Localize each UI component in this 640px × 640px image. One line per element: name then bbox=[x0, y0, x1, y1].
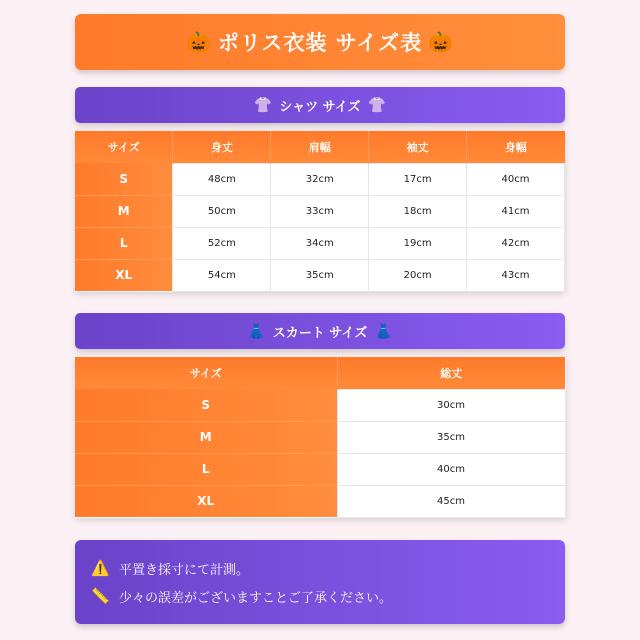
size-label: M bbox=[75, 195, 173, 227]
table-cell: 40cm bbox=[337, 453, 565, 485]
size-label: L bbox=[75, 453, 337, 485]
table-cell: 42cm bbox=[467, 227, 565, 259]
pumpkin-icon: 🎃 bbox=[428, 30, 455, 54]
shirt-section-title bbox=[75, 87, 565, 123]
size-label: XL bbox=[75, 485, 337, 517]
note-item bbox=[91, 554, 549, 582]
table-row bbox=[75, 453, 565, 485]
table-cell: 34cm bbox=[271, 227, 369, 259]
table-cell: 52cm bbox=[173, 227, 271, 259]
ruler-icon: 📏 bbox=[91, 587, 110, 605]
table-cell: 48cm bbox=[173, 163, 271, 195]
size-label: S bbox=[75, 389, 337, 421]
table-row bbox=[75, 259, 565, 291]
shirt-icon: 👚 bbox=[253, 96, 273, 114]
table-cell: 18cm bbox=[369, 195, 467, 227]
shirt-section-title-text: シャツ サイズ bbox=[279, 99, 361, 115]
size-label: M bbox=[75, 421, 337, 453]
shirt-icon: 👚 bbox=[367, 96, 387, 114]
table-cell: 20cm bbox=[369, 259, 467, 291]
column-header: 肩幅 bbox=[271, 131, 369, 163]
table-cell: 30cm bbox=[337, 389, 565, 421]
table-header-row bbox=[75, 357, 565, 389]
table-cell: 45cm bbox=[337, 485, 565, 517]
table-cell: 19cm bbox=[369, 227, 467, 259]
dress-icon: 👗 bbox=[374, 322, 393, 340]
table-header-row bbox=[75, 131, 565, 163]
note-text: 少々の誤差がございますことご了承ください。 bbox=[119, 590, 393, 606]
skirt-section-title bbox=[75, 313, 565, 349]
column-header: 袖丈 bbox=[369, 131, 467, 163]
size-label: S bbox=[75, 163, 173, 195]
dress-icon: 👗 bbox=[247, 322, 266, 340]
table-row bbox=[75, 195, 565, 227]
column-header: サイズ bbox=[75, 131, 173, 163]
table-row bbox=[75, 421, 565, 453]
table-cell: 17cm bbox=[369, 163, 467, 195]
page-title bbox=[75, 14, 565, 70]
column-header: 総丈 bbox=[337, 357, 565, 389]
table-cell: 50cm bbox=[173, 195, 271, 227]
column-header: 身幅 bbox=[467, 131, 565, 163]
note-item bbox=[91, 582, 549, 610]
column-header: 身丈 bbox=[173, 131, 271, 163]
skirt-size-table bbox=[75, 357, 566, 518]
table-cell: 32cm bbox=[271, 163, 369, 195]
table-cell: 35cm bbox=[337, 421, 565, 453]
table-cell: 43cm bbox=[467, 259, 565, 291]
size-label: L bbox=[75, 227, 173, 259]
table-row bbox=[75, 389, 565, 421]
size-label: XL bbox=[75, 259, 173, 291]
notes-box bbox=[75, 540, 565, 624]
page-title-text: ポリス衣装 サイズ表 bbox=[217, 31, 423, 55]
skirt-section-title-text: スカート サイズ bbox=[272, 325, 368, 341]
table-cell: 40cm bbox=[467, 163, 565, 195]
table-row bbox=[75, 163, 565, 195]
table-cell: 33cm bbox=[271, 195, 369, 227]
shirt-size-table bbox=[75, 131, 565, 292]
warning-icon: ⚠️ bbox=[91, 559, 110, 577]
table-row bbox=[75, 485, 565, 517]
table-cell: 41cm bbox=[467, 195, 565, 227]
table-cell: 54cm bbox=[173, 259, 271, 291]
note-text: 平置き採寸にて計測。 bbox=[119, 562, 250, 578]
table-cell: 35cm bbox=[271, 259, 369, 291]
table-row bbox=[75, 227, 565, 259]
column-header: サイズ bbox=[75, 357, 337, 389]
pumpkin-icon: 🎃 bbox=[185, 30, 212, 54]
